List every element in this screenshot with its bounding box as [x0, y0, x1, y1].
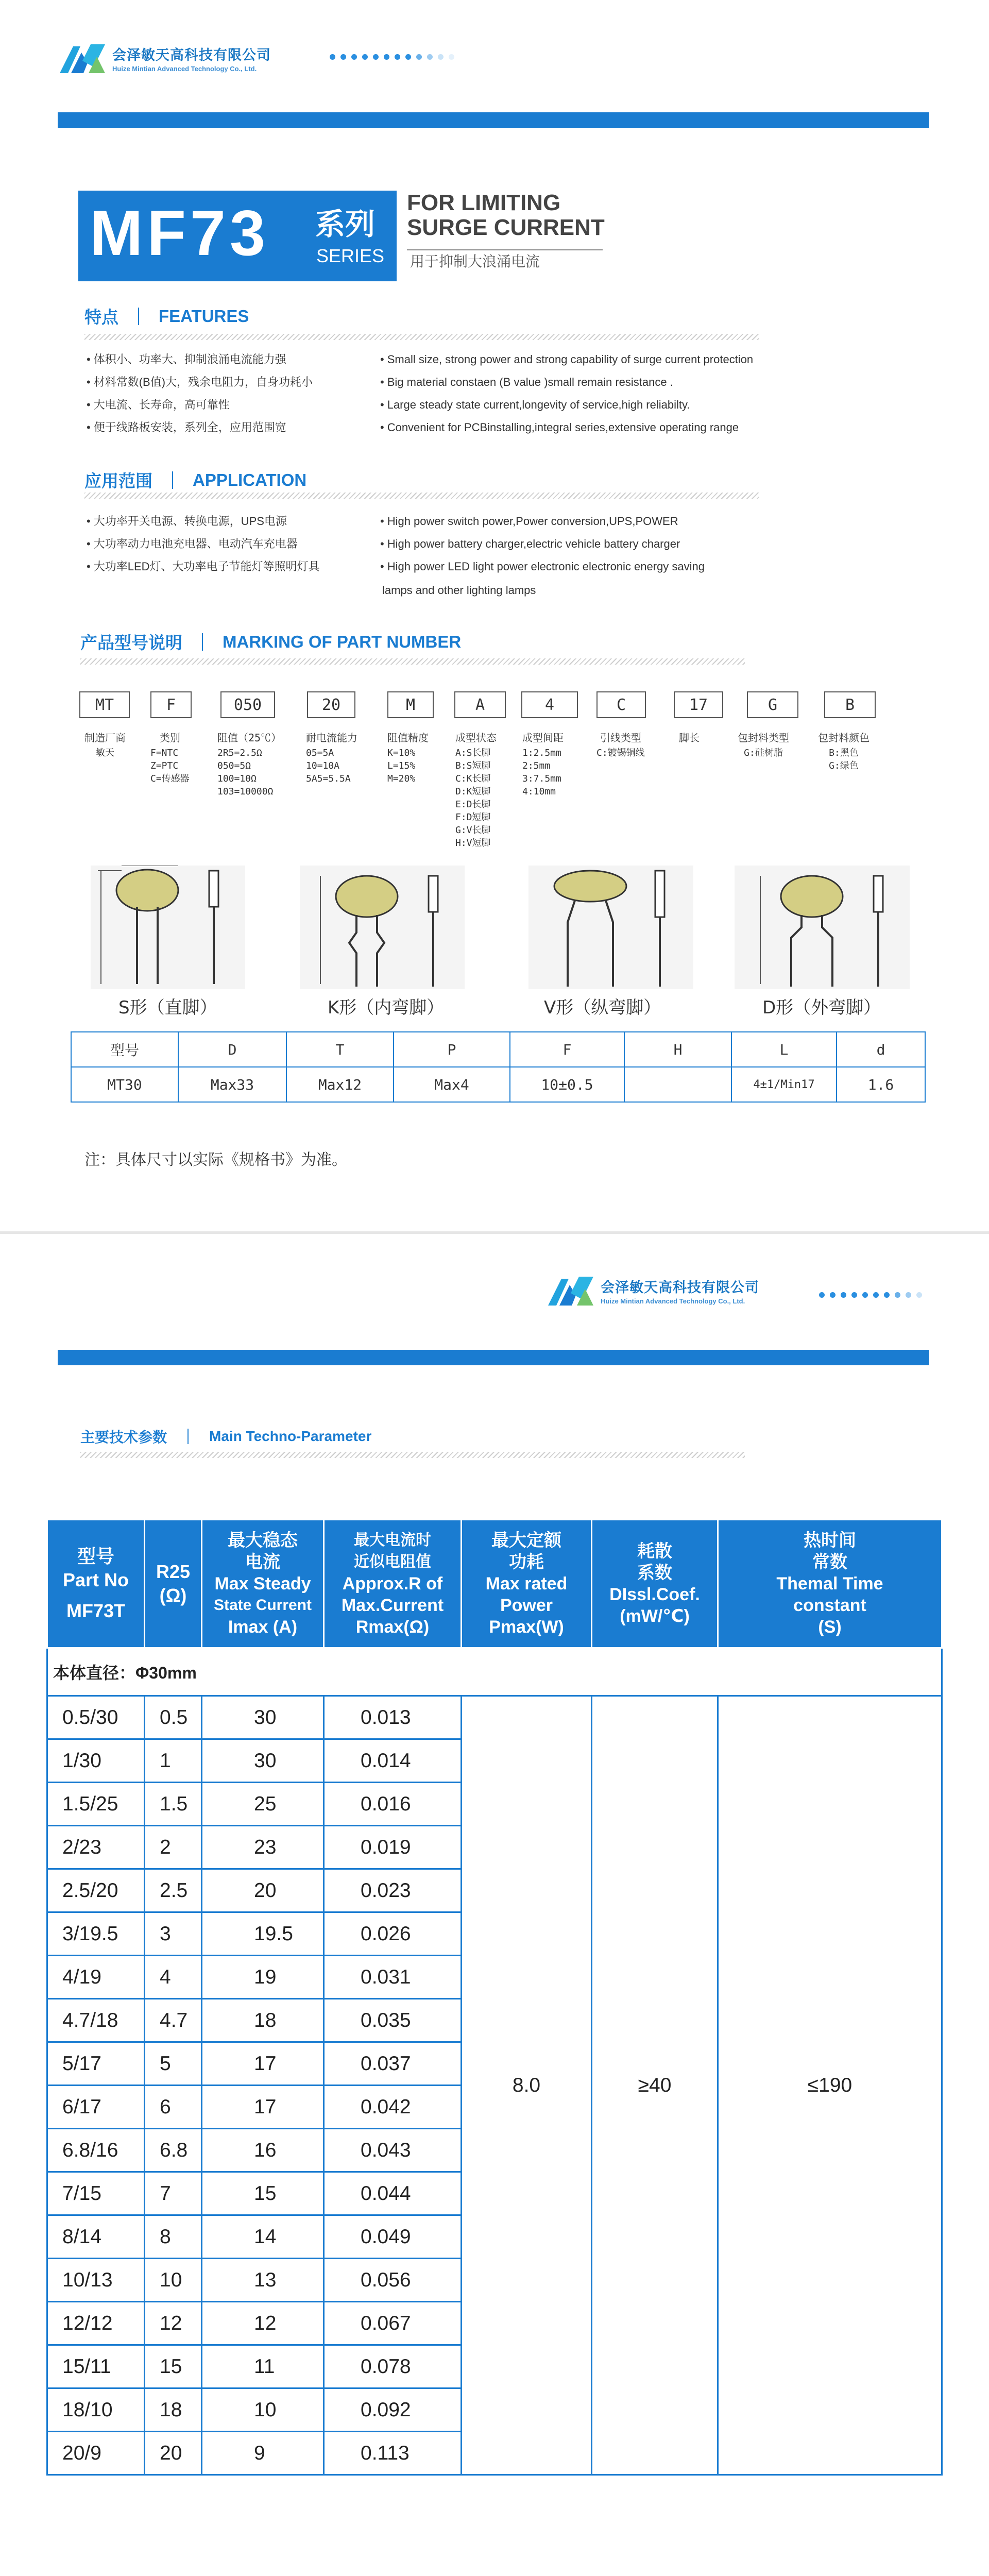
table-header: T [286, 1032, 394, 1067]
table-cell: 6.8/16 [47, 2129, 145, 2172]
table-cell: 0.013 [324, 1696, 462, 1739]
table-cell: 23 [202, 1826, 324, 1869]
table-cell: 0.035 [324, 1999, 462, 2042]
code-desc-tolerance: 阻值精度 K=10% L=15% M=20% [387, 732, 429, 784]
table-cell: 0.078 [324, 2345, 462, 2388]
dimension-table [71, 1031, 926, 1103]
table-cell: 7 [145, 2172, 202, 2215]
table-cell: 0.067 [324, 2302, 462, 2345]
list-item: • 大功率动力电池充电器、电动汽车充电器 [87, 533, 320, 555]
code-desc-current: 耐电流能力 05=5A 10=10A 5A5=5.5A [306, 732, 357, 784]
table-cell: 12 [202, 2302, 324, 2345]
features-rule [84, 334, 759, 340]
list-item: • 大功率LED灯、大功率电子节能灯等照明灯具 [87, 555, 320, 578]
table-cell: 0.049 [324, 2215, 462, 2259]
drawing-k-inner [300, 866, 465, 989]
list-item: • 大功率开关电源、转换电源，UPS电源 [87, 510, 320, 533]
header-pmax: 最大定额 功耗 Max rated Power Pmax(W) [462, 1520, 592, 1648]
caption-s: S形（直脚） [118, 997, 217, 1018]
table-header: L [731, 1032, 837, 1067]
time-constant-cell: ≤190 [718, 1696, 942, 2475]
table-cell: 9 [202, 2432, 324, 2475]
list-item: • 大电流、长寿命，高可靠性 [87, 394, 313, 416]
table-cell: 10 [145, 2259, 202, 2302]
table-cell: 8 [145, 2215, 202, 2259]
header-imax: 最大稳态 电流 Max Steady State Current Imax (A) [202, 1520, 324, 1648]
table-cell: 15 [145, 2345, 202, 2388]
header-part-no: 型号 Part No MF73T [47, 1520, 145, 1648]
drawing-s-straight [91, 866, 245, 989]
hero-banner [78, 191, 397, 281]
headline-line-1: FOR LIMITING [407, 190, 561, 215]
table-cell: 1.6 [837, 1067, 925, 1102]
table-cell: 5 [145, 2042, 202, 2086]
code-desc-manufacturer: 制造厂商 敏天 [84, 732, 126, 758]
table-cell: 0.5/30 [47, 1696, 145, 1739]
table-cell: 0.014 [324, 1739, 462, 1783]
params-title-cn: 主要技术参数 [80, 1429, 167, 1445]
table-header: D [178, 1032, 286, 1067]
caption-v: V形（纵弯脚） [544, 997, 661, 1018]
table-cell: Max12 [286, 1067, 394, 1102]
table-cell: 4 [145, 1956, 202, 1999]
dissipation-cell: ≥40 [592, 1696, 718, 2475]
table-cell: 2.5 [145, 1869, 202, 1912]
table-cell: 18 [202, 1999, 324, 2042]
params-group-row [47, 1648, 942, 1696]
params-rule [80, 1452, 745, 1458]
list-item: • High power LED light power electronic electronic energy saving [380, 555, 705, 578]
table-cell: 0.113 [324, 2432, 462, 2475]
table-header: H [624, 1032, 731, 1067]
code-pitch: 4 [521, 691, 578, 718]
header-bar-2 [58, 1350, 929, 1365]
table-cell: 18 [145, 2388, 202, 2432]
spec-note: 注：具体尺寸以实际《规格书》为准。 [84, 1151, 347, 1168]
features-list-cn [87, 348, 313, 439]
code-desc-coating-color: 包封料颜色 B:黑色 G:绿色 [818, 732, 869, 771]
list-item: • Large steady state current,longevity of service,high reliabilty. [380, 394, 753, 416]
header-time-constant: 热时间 常数 Themal Time constant (S) [718, 1520, 942, 1648]
table-cell: MT30 [71, 1067, 178, 1102]
table-cell: 1/30 [47, 1739, 145, 1783]
table-cell: 1.5/25 [47, 1783, 145, 1826]
drawing-d-outer [735, 866, 910, 989]
company-name-cn: 会泽敏天高科技有限公司 [112, 47, 271, 63]
series-en: SERIES [316, 245, 385, 266]
table-cell: 13 [202, 2259, 324, 2302]
table-cell: 6.8 [145, 2129, 202, 2172]
table-cell: 17 [202, 2086, 324, 2129]
code-resistance: 050 [220, 691, 275, 718]
code-form: A [454, 691, 506, 718]
table-cell: 11 [202, 2345, 324, 2388]
header-bar [58, 112, 929, 128]
company-logo [58, 40, 271, 76]
table-cell: 0.019 [324, 1826, 462, 1869]
code-desc-lead-length: 脚长 [679, 732, 700, 744]
headline-line-2: SURGE CURRENT [407, 215, 605, 240]
caption-k: K形（内弯脚） [328, 997, 445, 1018]
table-header: F [510, 1032, 624, 1067]
logo-mark-icon [546, 1273, 595, 1309]
list-item: • High power switch power,Power conversion,UPS,POWER [380, 510, 705, 533]
table-cell: 15 [202, 2172, 324, 2215]
table-cell: 0.056 [324, 2259, 462, 2302]
code-category: F [150, 691, 192, 718]
code-lead-length: 17 [674, 691, 723, 718]
company-name-en: Huize Mintian Advanced Technology Co., Ltd. [601, 1297, 745, 1305]
table-header: P [394, 1032, 510, 1067]
table-cell: 2/23 [47, 1826, 145, 1869]
list-item: • Big material constaen (B value )small remain resistance . [380, 371, 753, 394]
marking-title [80, 630, 461, 654]
table-cell: 0.043 [324, 2129, 462, 2172]
table-cell: 20 [202, 1869, 324, 1912]
application-list-en-cont: lamps and other lighting lamps [382, 584, 536, 597]
table-cell: 19.5 [202, 1912, 324, 1956]
list-item: • Small size, strong power and strong capability of surge current protection [380, 348, 753, 371]
table-row [47, 1696, 942, 1739]
series-cn: 系列 [315, 208, 376, 241]
table-cell: 30 [202, 1739, 324, 1783]
code-current: 20 [307, 691, 355, 718]
table-cell: 2.5/20 [47, 1869, 145, 1912]
features-title [84, 304, 249, 328]
caption-d: D形（外弯脚） [762, 997, 881, 1018]
page-separator [0, 1231, 989, 1234]
table-cell: 0.5 [145, 1696, 202, 1739]
table-cell: 6/17 [47, 2086, 145, 2129]
table-cell: 10 [202, 2388, 324, 2432]
table-cell: Max4 [394, 1067, 510, 1102]
list-item: • 便于线路板安装，系列全，应用范围宽 [87, 416, 313, 439]
list-item: • Convenient for PCBinstalling,integral series,extensive operating range [380, 416, 753, 439]
marking-rule [80, 658, 745, 665]
table-cell: 17 [202, 2042, 324, 2086]
group-label: 本体直径：Φ30mm [47, 1648, 942, 1696]
logo-mark-icon [58, 40, 107, 76]
table-cell: 0.023 [324, 1869, 462, 1912]
table-cell: 18/10 [47, 2388, 145, 2432]
table-cell: 3/19.5 [47, 1912, 145, 1956]
params-title [80, 1426, 371, 1447]
pmax-cell: 8.0 [462, 1696, 592, 2475]
company-logo-2 [546, 1273, 759, 1309]
table-cell: 14 [202, 2215, 324, 2259]
model-title: MF73 [90, 198, 269, 269]
marking-title-cn: 产品型号说明 [80, 633, 182, 652]
drawing-v-vertical [528, 866, 693, 989]
table-cell: 10±0.5 [510, 1067, 624, 1102]
table-cell: 5/17 [47, 2042, 145, 2086]
table-cell: 6 [145, 2086, 202, 2129]
table-cell: 8/14 [47, 2215, 145, 2259]
company-name-en: Huize Mintian Advanced Technology Co., Ltd. [112, 65, 257, 73]
table-cell: 0.016 [324, 1783, 462, 1826]
table-cell: 16 [202, 2129, 324, 2172]
code-desc-form: 成型状态 A:S长脚 B:S短脚 C:K长脚 D:K短脚 E:D长脚 F:D短脚 G:V长脚 H:V短脚 [455, 732, 497, 849]
table-cell: 19 [202, 1956, 324, 1999]
table-cell: 15/11 [47, 2345, 145, 2388]
table-cell: 0.026 [324, 1912, 462, 1956]
marking-title-en: MARKING OF PART NUMBER [223, 632, 462, 651]
code-coating-color: B [824, 691, 876, 718]
decorative-dots [819, 1292, 922, 1298]
table-cell: 0.037 [324, 2042, 462, 2086]
features-title-cn: 特点 [84, 308, 118, 327]
table-cell: 4.7/18 [47, 1999, 145, 2042]
features-title-en: FEATURES [159, 306, 249, 326]
table-cell: 12 [145, 2302, 202, 2345]
table-header: 型号 [71, 1032, 178, 1067]
table-header-row [71, 1032, 925, 1067]
code-desc-pitch: 成型间距 1:2.5mm 2:5mm 3:7.5mm 4:10mm [522, 732, 564, 797]
header-rmax: 最大电流时 近似电阻值 Approx.R of Max.Current Rmax(Ω) [324, 1520, 462, 1648]
table-row [71, 1067, 925, 1102]
hero-subtitle: 用于抑制大浪涌电流 [410, 253, 540, 269]
header-dissipation: 耗散 系数 DIssl.Coef. (mW/℃) [592, 1520, 718, 1648]
code-manufacturer: MT [79, 691, 130, 718]
decorative-dots [330, 54, 454, 60]
table-cell: 7/15 [47, 2172, 145, 2215]
list-item: • 材料常数(B值)大，残余电阻力，自身功耗小 [87, 371, 313, 394]
params-header-row [47, 1520, 942, 1648]
hero-headline [407, 191, 605, 240]
table-cell: 30 [202, 1696, 324, 1739]
table-cell: 20/9 [47, 2432, 145, 2475]
code-lead-type: C [596, 691, 646, 718]
table-cell: 4/19 [47, 1956, 145, 1999]
application-list-en [380, 510, 705, 578]
table-cell: 1.5 [145, 1783, 202, 1826]
params-title-en: Main Techno-Parameter [209, 1428, 372, 1444]
params-table [46, 1519, 943, 2476]
table-cell: 0.042 [324, 2086, 462, 2129]
table-cell: 0.031 [324, 1956, 462, 1999]
list-item: • High power battery charger,electric vehicle battery charger [380, 533, 705, 555]
application-rule [84, 493, 759, 499]
code-coating-type: G [747, 691, 798, 718]
company-name-cn: 会泽敏天高科技有限公司 [601, 1280, 759, 1295]
list-item: • 体积小、功率大、抑制浪涌电流能力强 [87, 348, 313, 371]
application-list-cn [87, 510, 320, 578]
application-title-cn: 应用范围 [84, 471, 152, 490]
table-cell: 3 [145, 1912, 202, 1956]
table-cell: Max33 [178, 1067, 286, 1102]
table-header: d [837, 1032, 925, 1067]
header-r25: R25 (Ω) [145, 1520, 202, 1648]
code-desc-resistance: 阻值（25℃） 2R5=2.5Ω 050=5Ω 100=10Ω 103=10000Ω [217, 732, 282, 797]
features-list-en [380, 348, 753, 439]
table-cell: 0.044 [324, 2172, 462, 2215]
code-tolerance: M [387, 691, 434, 718]
table-cell: 0.092 [324, 2388, 462, 2432]
application-title-en: APPLICATION [193, 470, 307, 489]
table-cell: 10/13 [47, 2259, 145, 2302]
code-desc-lead-type: 引线类型 C:镀锡铜线 [596, 732, 645, 758]
table-cell [624, 1067, 731, 1102]
table-cell: 20 [145, 2432, 202, 2475]
code-desc-coating-type: 包封料类型 G:硅树脂 [738, 732, 789, 758]
code-desc-category: 类别 F=NTC Z=PTC C=传感器 [150, 732, 190, 784]
table-cell: 4±1/Min17 [731, 1067, 837, 1102]
table-cell: 12/12 [47, 2302, 145, 2345]
table-cell: 1 [145, 1739, 202, 1783]
table-cell: 4.7 [145, 1999, 202, 2042]
table-cell: 2 [145, 1826, 202, 1869]
table-cell: 25 [202, 1783, 324, 1826]
application-title [84, 468, 306, 492]
